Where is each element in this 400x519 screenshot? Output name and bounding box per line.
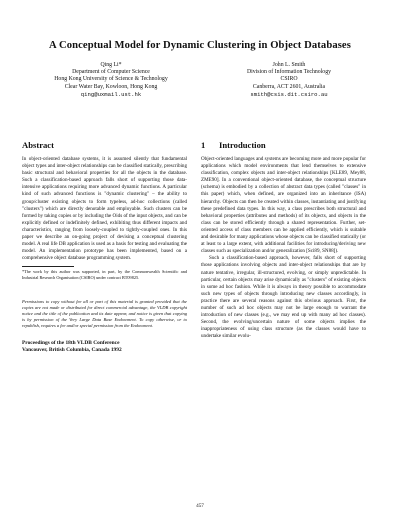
- introduction-heading: [201, 140, 366, 150]
- author-name: Qing Li*: [100, 62, 122, 68]
- author-affiliation-line: Division of Information Technology: [246, 69, 331, 76]
- section-number: 1: [201, 140, 206, 150]
- footnote-rule: [22, 266, 74, 267]
- author-name: John L. Smith: [272, 62, 306, 68]
- author-affiliation-line: Hong Kong University of Science & Technology: [54, 76, 168, 83]
- proceedings-line: Proceedings of the 18th VLDB Conference: [22, 339, 120, 346]
- author-affiliation-line: Department of Computer Science: [72, 69, 150, 76]
- section-title: Introduction: [219, 140, 266, 150]
- proceedings-line: Vancouver, British Columbia, Canada 1992: [22, 346, 122, 353]
- footnote: *The work by this author was supported, in part, by the Commonwealth Scientific and Industrial Research Organisation (CSIRO) under contract BT09825.: [22, 269, 187, 280]
- page-number: 457: [196, 503, 204, 509]
- author-affiliation-line: CSIRO: [280, 76, 298, 83]
- abstract-text: In object-oriented database systems, it is assumed silently that fundamental object types and inter-object relationships can be classified statically, prescribing basic structural and behavioral properties for all the objects in the database. Such a classification-based approach falls short of supporting those data-intensive applications requiring more advanced dynamic functions. A particular kind of such advanced functions is "dynamic clustering" – the ability to group/cluster existing objects to form typeless, ad-hoc collections (called "clusters") which are directly denotable and employable. Such clusters can be formed by taking copies or by including the Oids of the input objects, and can be explicitly defined or indefinitely defined, exhibiting thus different impacts and characteristics, ranging from loosely-coupled to tightly-coupled ones. In this paper we describe an on-going project of devising a conceptual clustering model. A real life DB application is used as a basis for testing and evaluating the model. An implementation prototype has been implemented, based on a comprehensive object database programming system.: [22, 156, 187, 262]
- intro-paragraph-1: Object-oriented languages and systems are becoming more and more popular for applications which model environments that lend themselves to extensive classification, complex objects and inter-object relationships [KLE89, Mey88, ZME90]. In a conventional object-oriented database, the conceptual structure (schema) is embodied by a collection of abstract data types (called "classes" in this paper) which, when defined, are organized into an inheritance (ISA) hierarchy. Objects can then be created within classes, instantiating and justifying these predefined data types. In this way, a class prescribes both structural and behavioral properties (attributes and methods) of its objects, and objects in the class can be stored efficiently through a shared representation. Further, set-oriented access of class members can be applied efficiently, which is suitable and desirable for many applications whose objects can be classified statically (or at least to a large extent, with additional facilities for introducing/deriving new classes such as specialization and/or generalization [Sci89, SN88]).: [201, 156, 366, 255]
- paper-title: A Conceptual Model for Dynamic Clustering in Object Databases: [49, 40, 351, 51]
- author-2: [200, 62, 378, 98]
- author-affiliation-line: Clear Water Bay, Kowloon, Hong Kong: [64, 83, 158, 90]
- author-email: qing@uxmail.ust.hk: [80, 90, 142, 98]
- permissions-notice: Permissions to copy without fee all or part of this material is granted provided that the copies are not made or distributed for direct commercial advantage, the VLDB copyright notice and the title of the publication and its date appear, and notice is given that copying is by permission of the Very Large Data Base Endowment. To copy otherwise, or to republish, requires a fee and/or special permission from the Endowment.: [22, 298, 187, 329]
- author-email: smith@csis.dit.csiro.au: [250, 90, 328, 98]
- intro-paragraph-2: Such a classification-based approach, however, falls short of supporting those applications involving objects and inter-object relationships that are by nature tentative, irregular, ill-structured, evolving, or simply unpredictable. In particular, certain objects may arise dynamically as "clusters" of existing objects in some ad hoc fashion. While it is always in theory possible to accommodate such new types of objects through introducing new classes accordingly, in practice there are several reasons against this obvious approach. First, the number of such ad hoc objects may not be large enough to warrant the introduction of new classes (e.g., we may end up with many ad hoc classes). Second, the evolving/uncertain nature of some objects implies the inappropriateness of using class structure (as the classes would have to undertake similar evolu-: [201, 255, 366, 340]
- proceedings-block: [22, 340, 187, 354]
- author-affiliation-line: Canberra, ACT 2601, Australia: [252, 83, 326, 90]
- left-column: [22, 140, 187, 354]
- abstract-heading: Abstract: [22, 140, 54, 150]
- right-column: [201, 140, 366, 340]
- author-1: [22, 62, 200, 98]
